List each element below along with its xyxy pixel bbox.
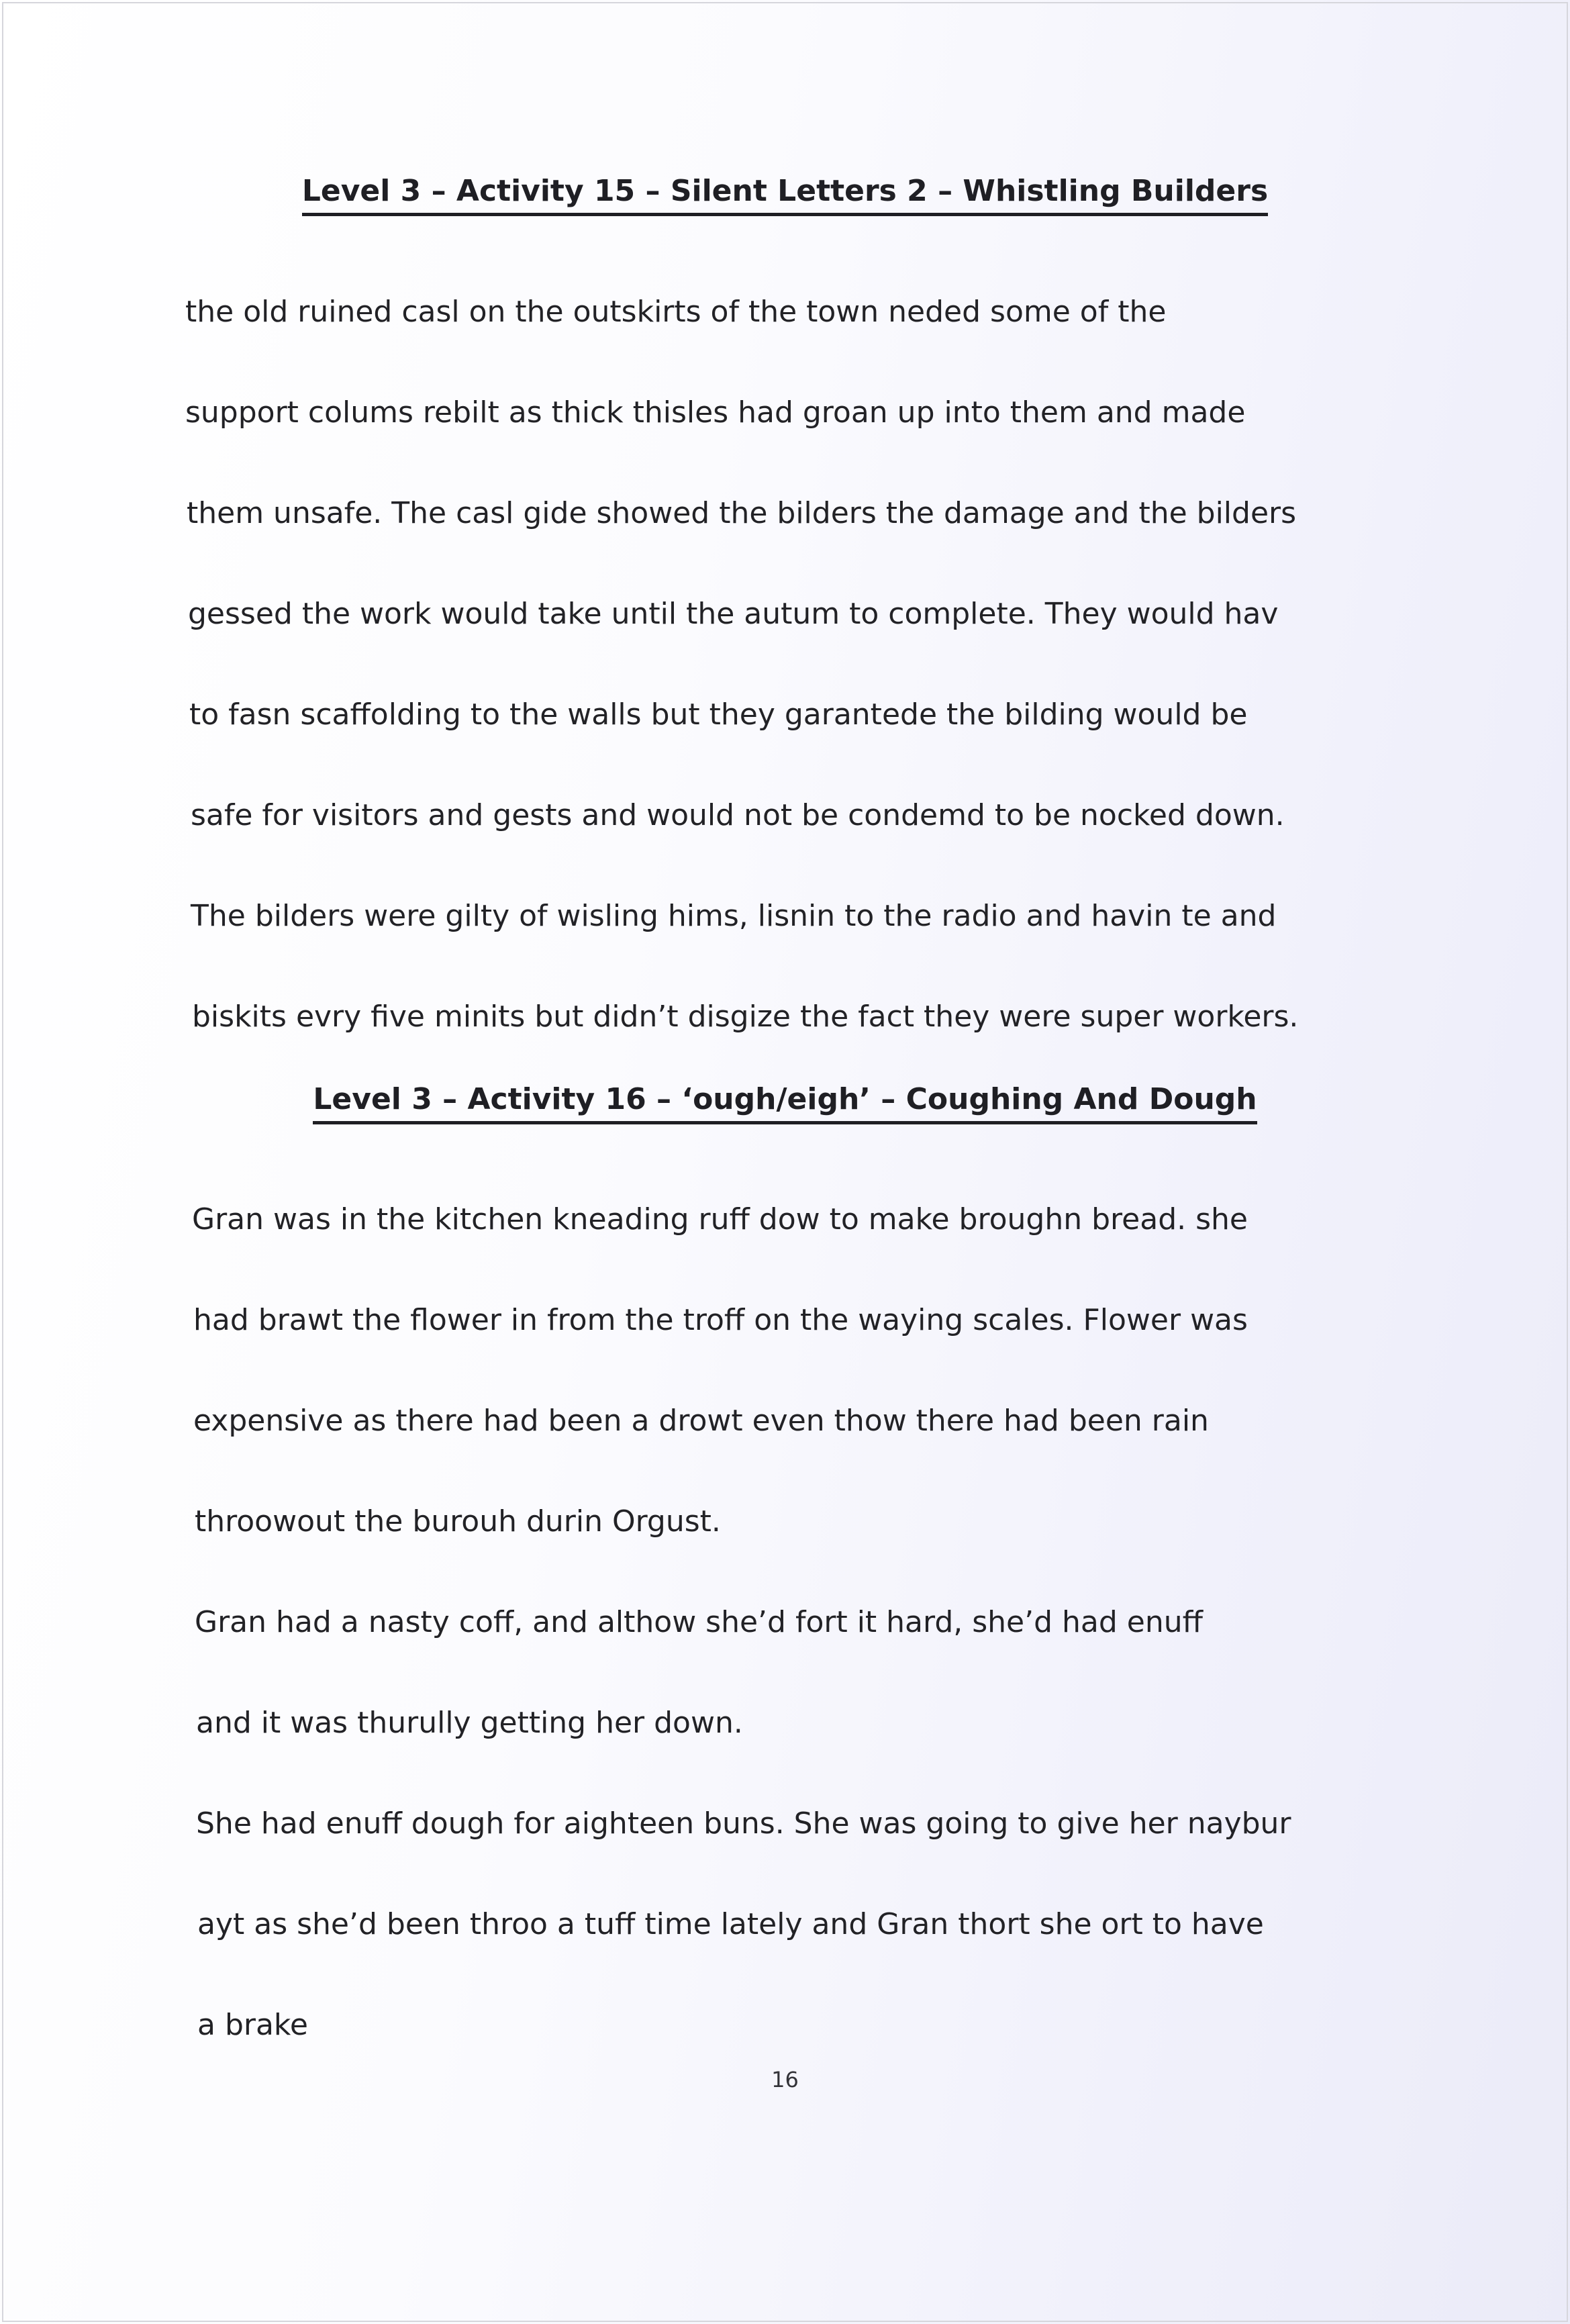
activity-16-heading-text: Level 3 – Activity 16 – ‘ough/eigh’ – Coughing And Dough (313, 1079, 1257, 1124)
activity-15-line-8: biskits evry five minits but didn’t disgize the fact they were super workers. (192, 1000, 1299, 1034)
activity-15-line-5: to fasn scaffolding to the walls but they garantede the bilding would be (189, 697, 1248, 732)
activity-15-heading-text: Level 3 – Activity 15 – Silent Letters 2 – Whistling Builders (302, 171, 1268, 216)
activity-16-line-7: She had enuff dough for aighteen buns. She was going to give her naybur (196, 1806, 1291, 1841)
activity-15-heading (0, 171, 1570, 216)
activity-16-line-6: and it was thurully getting her down. (196, 1706, 743, 1740)
activity-15-line-6: safe for visitors and gests and would not be condemd to be nocked down. (191, 798, 1285, 832)
activity-15-line-7: The bilders were gilty of wisling hims, lisnin to the radio and havin te and (191, 899, 1277, 933)
activity-16-line-9: a brake (197, 2008, 308, 2042)
activity-15-line-1: the old ruined casl on the outskirts of the town neded some of the (185, 295, 1167, 329)
activity-16-heading (0, 1079, 1570, 1124)
page-border (2, 2, 1568, 2322)
activity-16-line-4: throowout the burouh durin Orgust. (195, 1504, 721, 1539)
page-number: 16 (771, 2067, 799, 2092)
activity-16-line-3: expensive as there had been a drowt even thow there had been rain (193, 1404, 1209, 1438)
activity-15-line-2: support colums rebilt as thick thisles had groan up into them and made (185, 395, 1246, 430)
activity-15-line-4: gessed the work would take until the autum to complete. They would hav (188, 597, 1279, 631)
activity-16-line-1: Gran was in the kitchen kneading ruff dow to make broughn bread. she (192, 1202, 1248, 1237)
activity-16-line-5: Gran had a nasty coff, and althow she’d fort it hard, she’d had enuff (195, 1605, 1203, 1639)
activity-16-line-2: had brawt the flower in from the troff on the waying scales. Flower was (193, 1303, 1248, 1337)
activity-15-line-3: them unsafe. The casl gide showed the bilders the damage and the bilders (187, 496, 1297, 530)
activity-16-line-8: ayt as she’d been throo a tuff time lately and Gran thort she ort to have (197, 1907, 1264, 1941)
